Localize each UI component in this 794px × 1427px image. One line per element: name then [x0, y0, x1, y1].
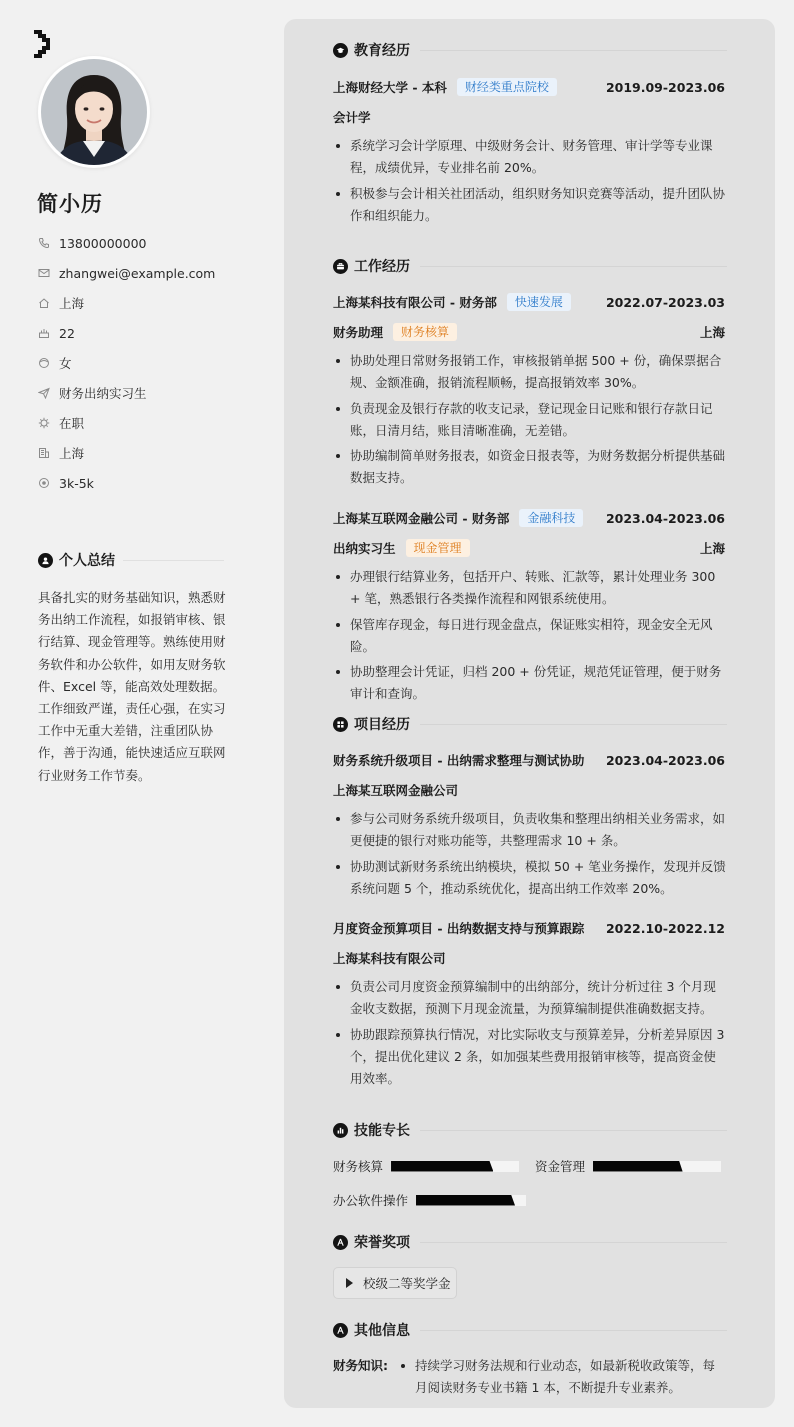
project-1-header [333, 751, 725, 769]
info-salary-value: 3k-5k [59, 475, 94, 491]
info-status-value: 在职 [59, 416, 85, 431]
skill-item [333, 1192, 526, 1208]
briefcase-icon [333, 259, 348, 274]
skill-bar [416, 1195, 526, 1206]
skill-bar-fill [593, 1161, 683, 1172]
work-company: 上海某互联网金融公司 - 财务部 [333, 511, 510, 526]
project-2-bullets [333, 976, 727, 1093]
cake-icon [38, 327, 50, 339]
info-icon [333, 1323, 348, 1338]
info-status [38, 408, 215, 438]
info-work-city-value: 上海 [59, 446, 85, 461]
sidebar [0, 0, 264, 1427]
skill-item [535, 1158, 721, 1174]
work-item-1-bullets [333, 350, 727, 493]
other-section-title: 其他信息 [333, 1320, 727, 1340]
info-email [38, 258, 215, 288]
info-position [38, 378, 215, 408]
play-icon [346, 1278, 353, 1288]
education-major: 会计学 [333, 110, 371, 125]
list-item: 积极参与会计相关社团活动，组织财务知识竞赛等活动，提升团队协作和组织能力。 [333, 183, 727, 228]
work-tag: 快速发展 [507, 293, 571, 311]
profile-name: 简小历 [37, 192, 103, 216]
info-phone-value: 13800000000 [59, 235, 147, 251]
work-item-2-role [333, 539, 725, 557]
education-bullets [333, 135, 727, 230]
list-item: 系统学习会计学原理、中级财务会计、财务管理、审计学等专业课程，成绩优异，专业排名前 20%。 [333, 135, 727, 180]
bar-chart-icon [333, 1123, 348, 1138]
other-info-label: 财务知识: [333, 1358, 388, 1373]
contact-info-list [38, 228, 215, 498]
info-salary [38, 468, 215, 498]
award-icon [333, 1235, 348, 1250]
project-name: 财务系统升级项目 - 出纳需求整理与测试协助 [333, 753, 585, 768]
info-age [38, 318, 215, 348]
list-item: 负责公司月度资金预算编制中的出纳部分，统计分析过往 3 个月现金收支数据，预测下月现金流量，为预算编制提供准确数据支持。 [333, 976, 727, 1021]
skill-bar [593, 1161, 721, 1172]
building-icon [38, 447, 50, 459]
skill-bar-fill [391, 1161, 493, 1172]
education-tag: 财经类重点院校 [457, 78, 557, 96]
home-icon [38, 297, 50, 309]
education-section-title: 教育经历 [333, 40, 727, 60]
info-email-value: zhangwei@example.com [59, 265, 216, 281]
project-date: 2022.10-2022.12 [605, 920, 725, 936]
work-role: 财务助理 [333, 325, 384, 340]
info-gender [38, 348, 215, 378]
logo-icon [34, 30, 52, 62]
send-icon [38, 387, 50, 399]
work-role: 出纳实习生 [333, 541, 396, 556]
education-school: 上海财经大学 - 本科 [333, 80, 447, 95]
skill-item [333, 1158, 519, 1174]
status-icon [38, 417, 50, 429]
list-item: 办理银行结算业务，包括开户、转账、汇款等，累计处理业务 300 + 笔，熟悉银行各类操作流程和网银系统使用。 [333, 566, 727, 611]
work-item-1-role [333, 323, 725, 341]
mail-icon [38, 267, 50, 279]
work-item-2-header [333, 509, 725, 527]
info-gender-value: 女 [59, 356, 72, 371]
list-item: 负责现金及银行存款的收支记录，登记现金日记账和银行存款日记账，日清月结，账目清晰准确，无差错。 [333, 398, 727, 443]
education-header [333, 78, 725, 96]
info-location [38, 288, 215, 318]
skill-bar [391, 1161, 519, 1172]
gender-icon [38, 357, 50, 369]
education-date: 2019.09-2023.06 [605, 79, 725, 95]
skill-name: 财务核算 [333, 1159, 384, 1174]
project-1-bullets [333, 808, 727, 903]
project-date: 2023.04-2023.06 [605, 752, 725, 768]
list-item: 协助整理会计凭证，归档 200 + 份凭证，规范凭证管理，便于财务审计和查询。 [333, 661, 727, 706]
info-work-city [38, 438, 215, 468]
skills-section-title: 技能专长 [333, 1120, 727, 1140]
list-item: 持续学习财务法规和行业动态，如最新税收政策等，每月阅读财务专业书籍 1 本，不断提升专业素养。 [398, 1355, 727, 1400]
graduation-cap-icon [333, 43, 348, 58]
list-item: 协助测试新财务系统出纳模块，模拟 50 + 笔业务操作，发现并反馈系统问题 5 个，推动系统优化，提高出纳工作效率 20%。 [333, 856, 727, 901]
project-org: 上海某互联网金融公司 [333, 783, 459, 798]
work-tag: 金融科技 [519, 509, 583, 527]
user-icon [38, 553, 53, 568]
work-role-tag: 财务核算 [393, 323, 457, 341]
avatar [38, 56, 150, 168]
list-item: 参与公司财务系统升级项目，负责收集和整理出纳相关业务需求，如更便捷的银行对账功能等，共整理需求 10 + 条。 [333, 808, 727, 853]
work-role-tag: 现金管理 [406, 539, 470, 557]
skill-name: 办公软件操作 [333, 1193, 409, 1208]
phone-icon [38, 237, 50, 249]
project-2-header [333, 919, 725, 937]
summary-section-title: 个人总结 [38, 550, 224, 570]
honor-item[interactable] [333, 1267, 457, 1299]
info-phone [38, 228, 215, 258]
project-name: 月度资金预算项目 - 出纳数据支持与预算跟踪 [333, 921, 585, 936]
skill-name: 资金管理 [535, 1159, 586, 1174]
summary-text: 具备扎实的财务基础知识，熟悉财务出纳工作流程，如报销审核、银行结算、现金管理等。熟练使用财务软件和办公软件，如用友财务软件、Excel 等，能高效处理数据。工作细致严谨，责任心强，在实习工作中无重大差错，注重团队协作，善于沟通，能快速适应互联网行业财务工作节奏。 [38, 590, 226, 783]
work-item-1-header [333, 293, 725, 311]
work-date: 2022.07-2023.03 [605, 294, 725, 310]
grid-icon [333, 717, 348, 732]
work-city: 上海 [699, 325, 725, 340]
list-item: 协助处理日常财务报销工作，审核报销单据 500 + 份，确保票据合规、金额准确，报销流程顺畅，提高报销效率 30%。 [333, 350, 727, 395]
other-info [333, 1355, 727, 1400]
work-company: 上海某科技有限公司 - 财务部 [333, 295, 497, 310]
info-position-value: 财务出纳实习生 [59, 386, 147, 401]
list-item: 协助跟踪预算执行情况，对比实际收支与预算差异，分析差异原因 3 个，提出优化建议 2 条，如加强某些费用报销审核等，提高资金使用效率。 [333, 1024, 727, 1091]
project-org: 上海某科技有限公司 [333, 951, 446, 966]
info-location-value: 上海 [59, 296, 85, 311]
skill-bar-fill [416, 1195, 515, 1206]
honor-item-label: 校级二等奖学金 [363, 1276, 451, 1291]
honors-section-title: 荣誉奖项 [333, 1232, 727, 1252]
list-item: 保管库存现金，每日进行现金盘点，保证账实相符，现金安全无风险。 [333, 614, 727, 659]
work-section-title: 工作经历 [333, 256, 727, 276]
other-info-bullets [398, 1355, 727, 1400]
info-age-value: 22 [59, 325, 75, 341]
work-city: 上海 [699, 541, 725, 556]
projects-section-title: 项目经历 [333, 714, 727, 734]
work-date: 2023.04-2023.06 [605, 510, 725, 526]
main-content [284, 19, 775, 1408]
work-item-2-bullets [333, 566, 727, 709]
list-item: 协助编制简单财务报表，如资金日报表等，为财务数据分析提供基础数据支持。 [333, 445, 727, 490]
salary-icon [38, 477, 50, 489]
